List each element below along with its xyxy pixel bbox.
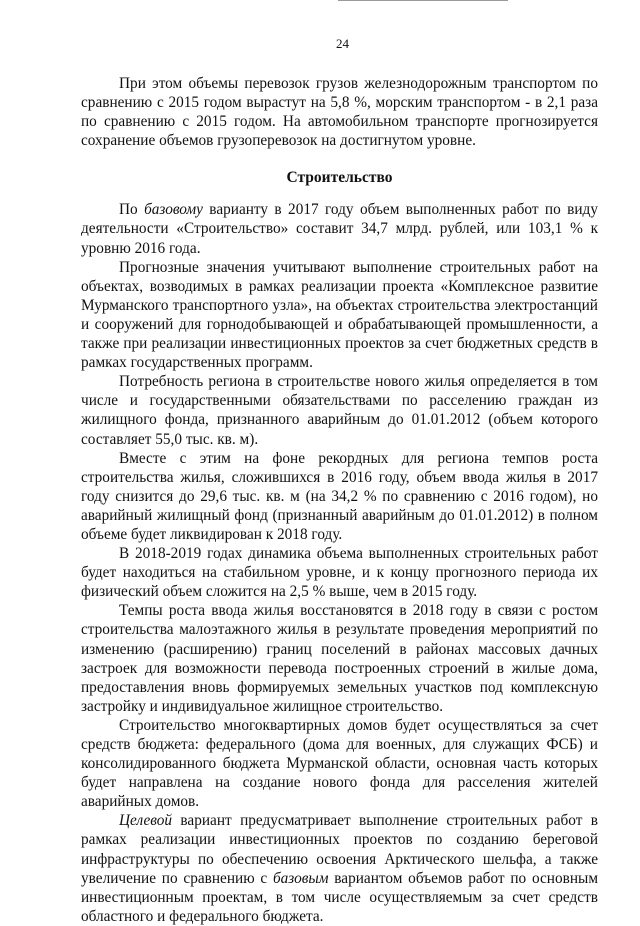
paragraph-dynamics: В 2018-2019 годах динамика объема выполненных строительных работ будет находиться на стабильном уровне, и к концу прогнозного периода их физический объем сложится на 2,5 % выше, чем в 2015 году. xyxy=(81,545,598,601)
paragraph-housing-need: Потребность региона в строительстве нового жилья определяется в том числе и государственными обязательствами по расселению граждан из жилищного фонда, признанного аварийным до 01.01.2012 (объем которого составляет 55,0 тыс. кв. м). xyxy=(81,373,598,448)
page-number: 24 xyxy=(336,36,349,51)
italic-term: базовому xyxy=(144,201,203,219)
paragraph-text: По xyxy=(119,201,145,219)
italic-term: Целевой xyxy=(119,812,173,830)
italic-term: базовым xyxy=(272,869,329,887)
paragraph-target-variant xyxy=(81,811,598,926)
section-heading: Строительство xyxy=(286,169,393,187)
scan-artifact-line xyxy=(338,0,508,1)
paragraph-text: вариант предусматривает выполнение строительных работ в рамках реализации инвестиционных проектов по созданию береговой инфраструктуры по обеспечению освоения Арктического шельфа, а также увеличение по сравнению с xyxy=(81,812,598,887)
paragraph-housing-input: Вместе с этим на фоне рекордных для региона темпов роста строительства жилья, сложившихся в 2016 году, объем ввода жилья в 2017 году снизится до 29,6 тыс. кв. м (на 34,2 % по сравнению с 2016 годом), но аварийный жилищный фонд (признанный аварийным до 01.01.2012) в полном объеме будет ликвидирован к 2018 году. xyxy=(81,449,598,543)
paragraph-text: вариантом объемов работ по основным инвестиционным проектам, в том числе осуществляемым за счет средств областного и федерального бюджета. xyxy=(81,869,598,925)
paragraph-text: варианту в 2017 году объем выполненных работ по виду деятельности «Строительство» составит 34,7 млрд. рублей, или 103,1 % к уровню 2016 года. xyxy=(81,201,598,257)
paragraph-growth-rates: Темпы роста ввода жилья восстановятся в 2018 году в связи с ростом строительства малоэтажного жилья в результате проведения мероприятий по изменению (расширению) границ поселений в районах массовых дачных застроек для возможности перевода построенных строений в жилые дома, предоставления вновь формируемых земельных участков под комплексную застройку и индивидуальное жилищное строительство. xyxy=(81,602,598,715)
paragraph-apartment-buildings: Строительство многоквартирных домов будет осуществляться за счет средств бюджета: федерального (дома для военных, для служащих ФСБ) и консолидированного бюджета Мурманской области, основная часть которых будет направлена на создание нового фонда для расселения жителей аварийных домов. xyxy=(81,716,598,811)
intro-paragraph: При этом объемы перевозок грузов железнодорожным транспортом по сравнению с 2015 годом вырастут на 5,8 %, морским транспортом - в 2,1 раза по сравнению с 2015 годом. На автомобильном транспорте прогнозируется сохранение объемов грузоперевозок на достигнутом уровне. xyxy=(81,75,598,150)
paragraph-forecast-values: Прогнозные значения учитывают выполнение строительных работ на объектах, возводимых в рамках реализации проекта «Комплексное развитие Мурманского транспортного узла», на объектах строительства электростанций и сооружений для горнодобывающей и обрабатывающей промышленности, а также при реализации инвестиционных проектов за счет бюджетных средств в рамках государственных программ. xyxy=(81,258,598,372)
document-page xyxy=(81,36,598,926)
paragraph-base-variant xyxy=(81,200,598,257)
